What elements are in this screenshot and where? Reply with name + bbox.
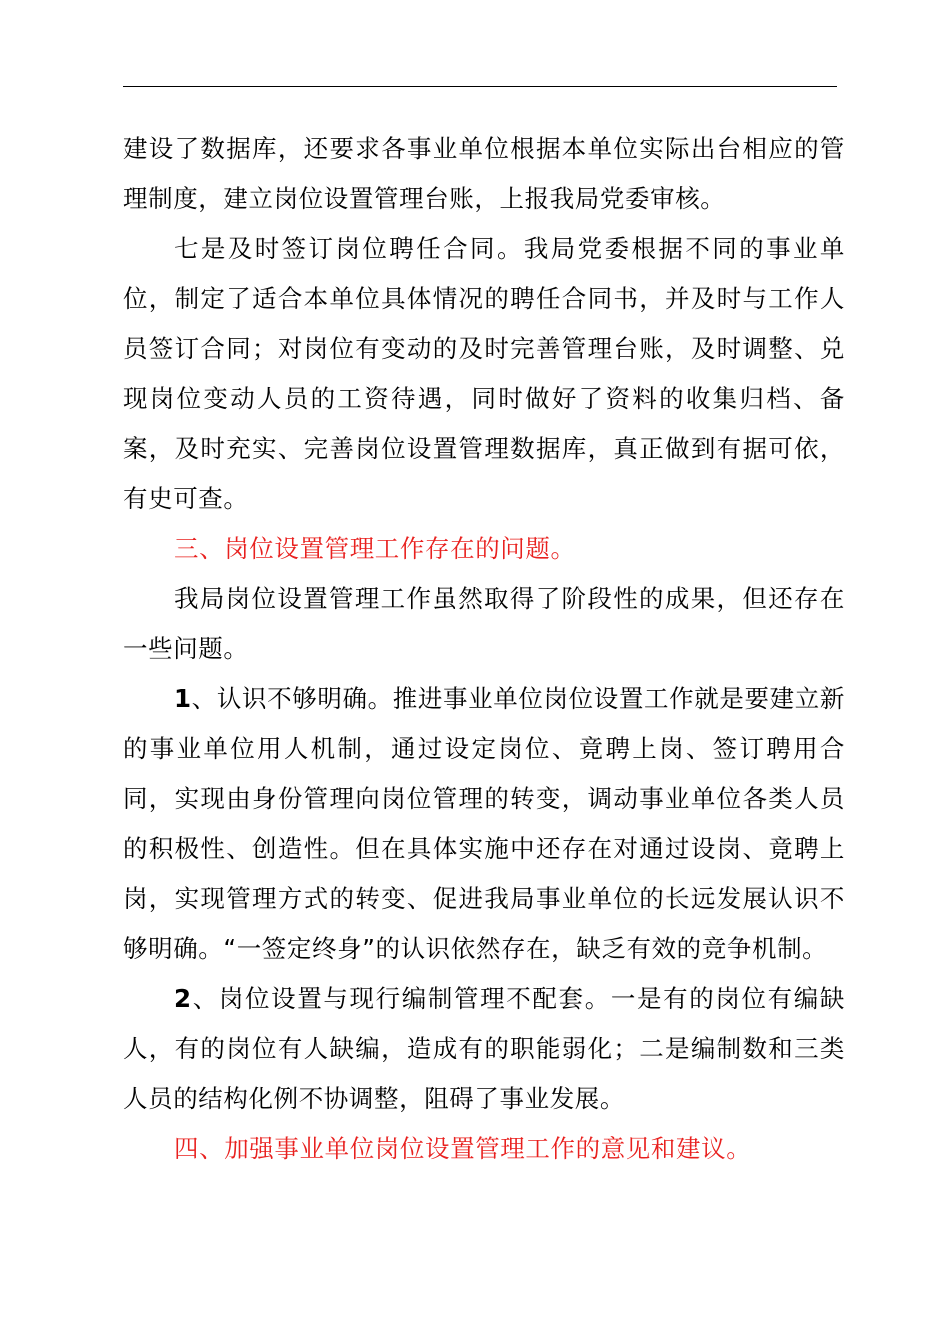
section-heading-problems [123, 524, 845, 574]
paragraph-text: 七是及时签订岗位聘任合同。我局党委根据不同的事业单位，制定了适合本单位具体情况的聘任合同书，并及时与工作人员签订合同；对岗位有变动的及时完善管理台账，及时调整、兑现岗位变动人员的工资待遇，同时做好了资料的收集归档、备案，及时充实、完善岗位设置管理数据库，真正做到有据可依，有史可查。 [123, 234, 845, 513]
paragraph-database [123, 124, 845, 224]
paragraph-problem-1 [123, 674, 845, 974]
heading-text: 三、岗位设置管理工作存在的问题。 [174, 534, 576, 563]
heading-text: 四、加强事业单位岗位设置管理工作的意见和建议。 [174, 1134, 752, 1163]
section-heading-suggestions [123, 1124, 845, 1174]
document-body [123, 124, 845, 1174]
item-number: 1 [174, 684, 192, 713]
paragraph-text: 我局岗位设置管理工作虽然取得了阶段性的成果，但还存在一些问题。 [123, 584, 845, 663]
paragraph-problems-intro [123, 574, 845, 674]
header-rule [123, 86, 837, 87]
paragraph-text: 、认识不够明确。推进事业单位岗位设置工作就是要建立新的事业单位用人机制，通过设定岗位、竟聘上岗、签订聘用合同，实现由身份管理向岗位管理的转变，调动事业单位各类人员的积极性、创造性。但在具体实施中还存在对通过设岗、竟聘上岗，实现管理方式的转变、促进我局事业单位的长远发展认识不够明确。“一签定终身”的认识依然存在，缺乏有效的竞争机制。 [123, 684, 845, 963]
paragraph-text: 、岗位设置与现行编制管理不配套。一是有的岗位有编缺人，有的岗位有人缺编，造成有的职能弱化；二是编制数和三类人员的结构化例不协调整，阻碍了事业发展。 [123, 984, 845, 1113]
item-number: 2 [174, 984, 192, 1013]
paragraph-problem-2 [123, 974, 845, 1124]
paragraph-text: 建设了数据库，还要求各事业单位根据本单位实际出台相应的管理制度，建立岗位设置管理台账，上报我局党委审核。 [123, 134, 845, 213]
paragraph-contract [123, 224, 845, 524]
